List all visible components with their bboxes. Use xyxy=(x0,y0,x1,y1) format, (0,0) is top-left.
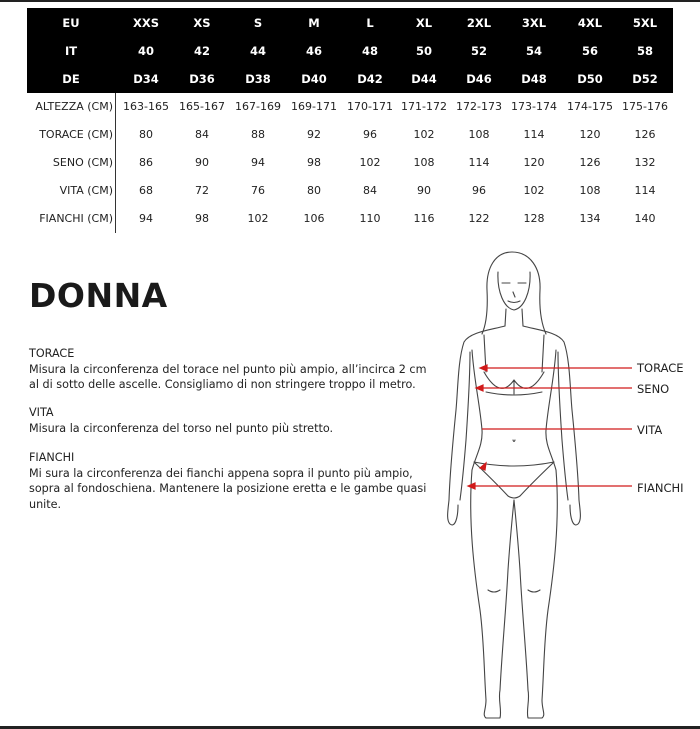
bra-outline xyxy=(484,335,544,395)
briefs-outline xyxy=(474,462,554,498)
table-cell: 120 xyxy=(579,128,601,141)
table-cell: 92 xyxy=(307,128,321,141)
table-cell: 140 xyxy=(634,212,656,225)
table-cell: 163-165 xyxy=(123,100,169,113)
table-cell: 175-176 xyxy=(622,100,668,113)
table-cell: 165-167 xyxy=(179,100,225,113)
table-cell: 110 xyxy=(359,212,381,225)
row-label: FIANCHI (CM) xyxy=(39,212,113,225)
table-cell: 94 xyxy=(251,156,265,169)
table-cell: 114 xyxy=(468,156,490,169)
header-cell: 5XL xyxy=(632,16,658,30)
row-label: TORACE (CM) xyxy=(39,128,113,141)
header-cell: 58 xyxy=(636,44,653,58)
table-cell: 68 xyxy=(139,184,153,197)
section-torace xyxy=(29,346,439,393)
header-cell: D48 xyxy=(521,72,547,86)
table-cell: 102 xyxy=(359,156,381,169)
header-cell: D42 xyxy=(357,72,383,86)
fianchi-arrowhead xyxy=(468,483,475,489)
table-row xyxy=(27,93,673,121)
table-cell: 94 xyxy=(139,212,153,225)
header-cell: D40 xyxy=(301,72,327,86)
table-cell: 80 xyxy=(139,128,153,141)
top-border xyxy=(0,0,700,2)
table-cell: 108 xyxy=(468,128,490,141)
table-cell: 114 xyxy=(634,184,656,197)
table-row xyxy=(27,149,673,177)
label-seno: SENO xyxy=(637,382,670,396)
header-cell: 42 xyxy=(193,44,210,58)
table-row xyxy=(27,205,673,233)
header-cell: D38 xyxy=(245,72,271,86)
table-cell: 90 xyxy=(195,156,209,169)
row-label: SENO (CM) xyxy=(52,156,113,169)
table-cell: 170-171 xyxy=(347,100,393,113)
left-leg xyxy=(471,470,514,718)
table-cell: 167-169 xyxy=(235,100,281,113)
table-cell: 84 xyxy=(363,184,377,197)
label-torace: TORACE xyxy=(637,361,684,375)
table-cell: 120 xyxy=(523,156,545,169)
table-cell: 126 xyxy=(634,128,656,141)
section-text: Mi sura la circonferenza dei fianchi appena sopra il punto più ampio, sopra al fondoschiena. Mantenere la posizione eretta e le gambe quasi unite. xyxy=(29,466,427,511)
table-cell: 98 xyxy=(307,156,321,169)
section-fianchi xyxy=(29,450,439,512)
table-cell: 80 xyxy=(307,184,321,197)
right-leg xyxy=(514,470,557,718)
table-cell: 172-173 xyxy=(456,100,502,113)
header-cell: XS xyxy=(193,16,211,30)
table-cell: 96 xyxy=(472,184,486,197)
header-cell: S xyxy=(253,16,263,30)
table-cell: 72 xyxy=(195,184,209,197)
table-cell: 108 xyxy=(413,156,435,169)
section-heading: VITA xyxy=(29,406,54,419)
right-arm xyxy=(523,326,580,525)
table-cell: 108 xyxy=(579,184,601,197)
header-cell: L xyxy=(366,16,374,30)
table-row xyxy=(27,177,673,205)
face-outline xyxy=(498,272,530,310)
table-cell: 128 xyxy=(523,212,545,225)
table-cell: 169-171 xyxy=(291,100,337,113)
label-fianchi: FIANCHI xyxy=(637,481,684,495)
table-row xyxy=(27,121,673,149)
header-cell: D36 xyxy=(189,72,215,86)
table-cell: 88 xyxy=(251,128,265,141)
table-cell: 174-175 xyxy=(567,100,613,113)
size-table xyxy=(27,93,673,233)
size-header xyxy=(27,8,673,93)
header-cell: XXS xyxy=(132,16,159,30)
header-cell: D46 xyxy=(466,72,492,86)
table-cell: 76 xyxy=(251,184,265,197)
row-label: ALTEZZA (CM) xyxy=(35,100,113,113)
table-cell: 102 xyxy=(247,212,269,225)
header-cell: 44 xyxy=(249,44,266,58)
label-vita: VITA xyxy=(637,423,663,437)
table-cell: 114 xyxy=(523,128,545,141)
table-cell: 122 xyxy=(468,212,490,225)
header-label: DE xyxy=(62,72,80,86)
table-cell: 173-174 xyxy=(511,100,557,113)
header-cell: 54 xyxy=(525,44,542,58)
header-cell: D34 xyxy=(133,72,159,86)
header-cell: 52 xyxy=(470,44,487,58)
header-label: EU xyxy=(62,16,80,30)
header-cell: 4XL xyxy=(577,16,603,30)
header-cell: 46 xyxy=(305,44,322,58)
torace-arrowhead xyxy=(480,365,487,371)
header-cell: 56 xyxy=(581,44,598,58)
table-cell: 134 xyxy=(579,212,601,225)
page-title: DONNA xyxy=(29,276,168,315)
table-cell: 90 xyxy=(417,184,431,197)
header-row-it xyxy=(27,37,673,65)
header-cell: D44 xyxy=(411,72,437,86)
header-label: IT xyxy=(64,44,78,58)
table-cell: 86 xyxy=(139,156,153,169)
table-cell: 132 xyxy=(634,156,656,169)
header-row-de xyxy=(27,65,673,93)
header-cell: D50 xyxy=(577,72,603,86)
left-arm xyxy=(448,326,505,525)
table-cell: 126 xyxy=(579,156,601,169)
section-vita xyxy=(29,405,439,436)
header-cell: 3XL xyxy=(521,16,547,30)
row-label: VITA (CM) xyxy=(59,184,113,197)
header-cell: D52 xyxy=(632,72,658,86)
table-cell: 102 xyxy=(413,128,435,141)
header-cell: 48 xyxy=(361,44,378,58)
section-heading: TORACE xyxy=(29,347,75,360)
hair-outline xyxy=(482,252,546,334)
header-row-eu xyxy=(27,9,673,37)
header-cell: XL xyxy=(415,16,433,30)
header-cell: 2XL xyxy=(466,16,492,30)
table-cell: 96 xyxy=(363,128,377,141)
table-cell: 98 xyxy=(195,212,209,225)
section-text: Misura la circonferenza del torace nel punto più ampio, all’incirca 2 cm al di sotto delle ascelle. Consigliamo di non stringere troppo il metro. xyxy=(29,362,427,391)
table-cell: 171-172 xyxy=(401,100,447,113)
section-text: Misura la circonferenza del torso nel punto più stretto. xyxy=(29,421,334,435)
section-heading: FIANCHI xyxy=(29,451,75,464)
table-cell: 84 xyxy=(195,128,209,141)
header-cell: 40 xyxy=(137,44,154,58)
table-cell: 116 xyxy=(413,212,435,225)
table-cell: 102 xyxy=(523,184,545,197)
table-cell: 106 xyxy=(303,212,325,225)
header-cell: M xyxy=(308,16,320,30)
header-cell: 50 xyxy=(415,44,432,58)
